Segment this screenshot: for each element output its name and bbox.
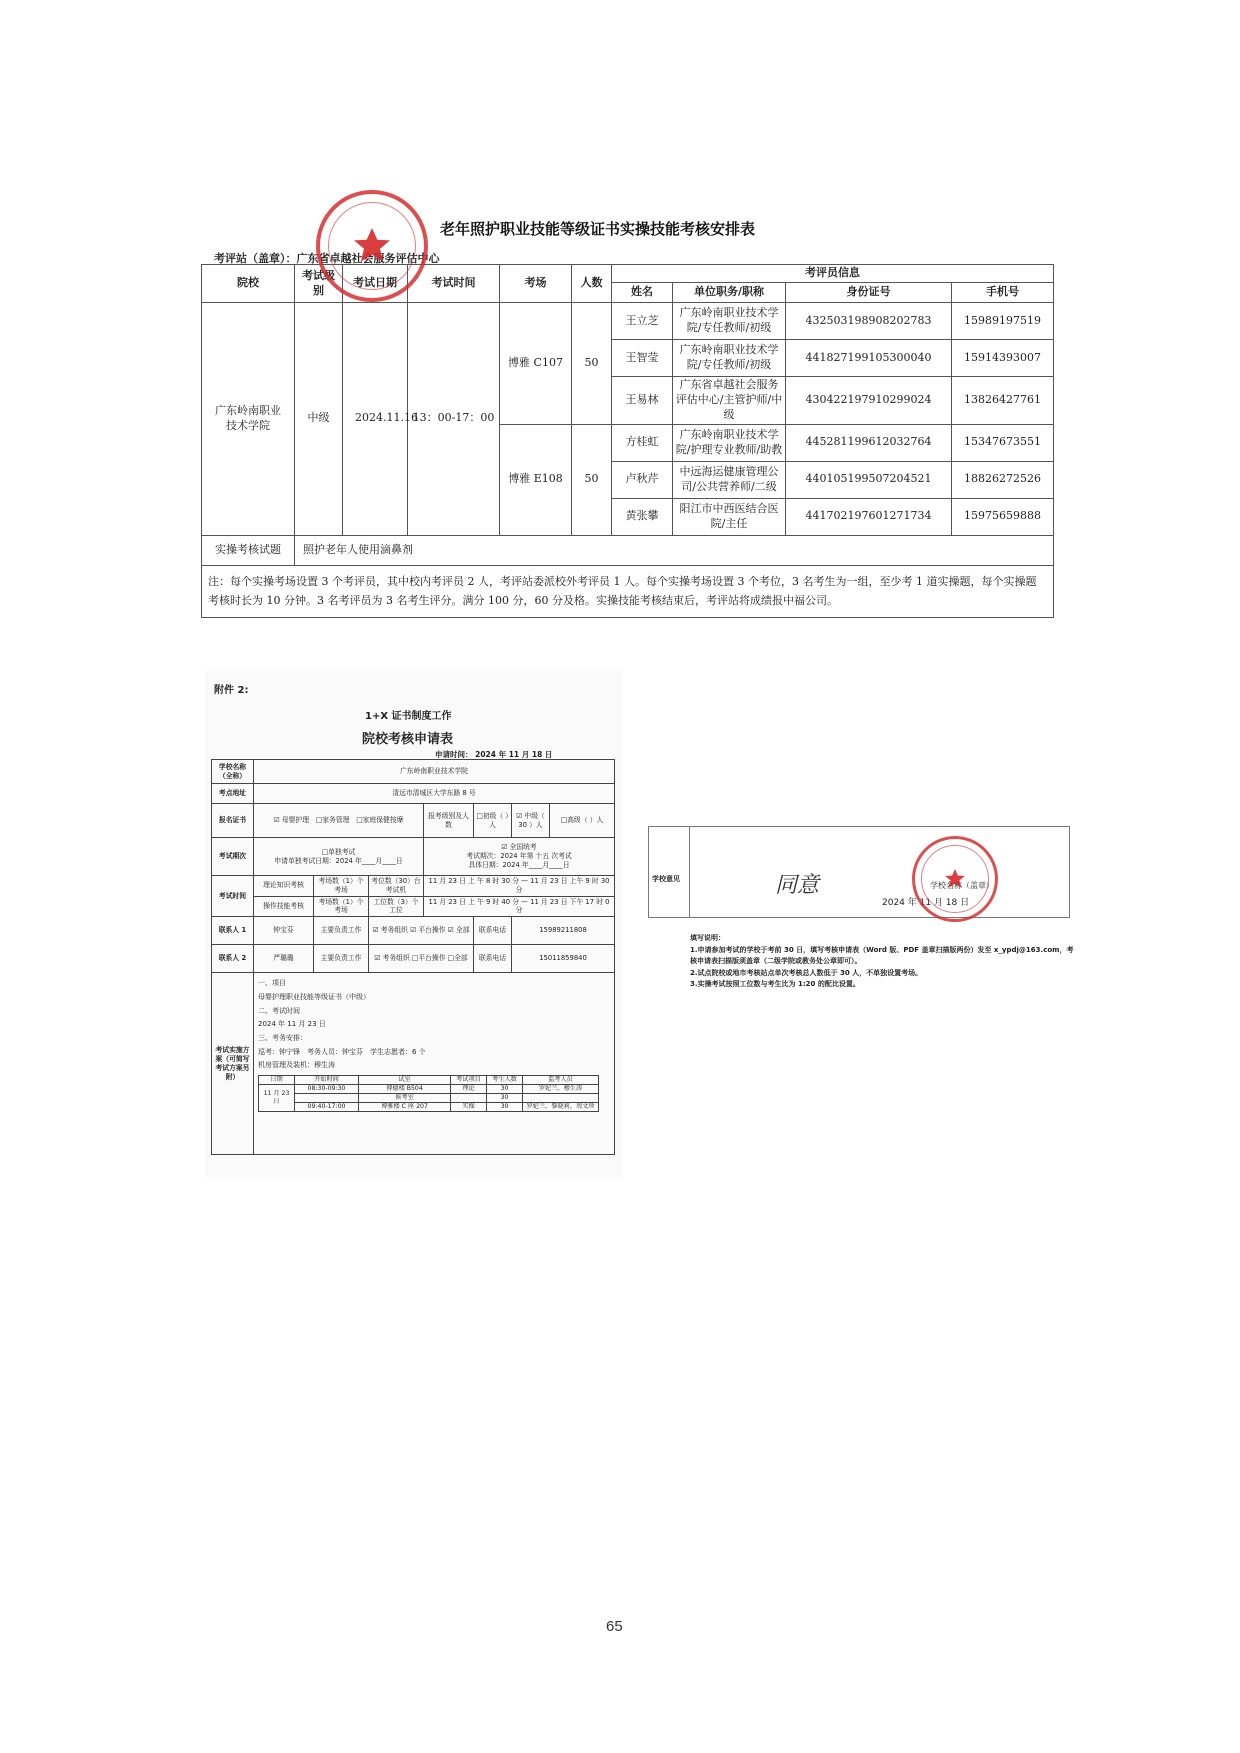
contact2-phone-label: 联系电话 (474, 945, 512, 973)
sched-date: 11 月 23 日 (259, 1084, 295, 1111)
sched-time: 08:30-09:30 (295, 1084, 359, 1093)
contact1-name: 钟宝芬 (254, 917, 314, 945)
attachment-label: 附件 2: (214, 685, 249, 696)
theory-rooms: 考场数（1）个考场 (314, 876, 369, 897)
cert-label: 报名证书 (212, 804, 254, 838)
sched-header: 开始时间 (295, 1075, 359, 1084)
exam-station-seal (316, 190, 428, 302)
examiner-unit: 中远海运健康管理公司/公共营养师/二级 (673, 461, 786, 498)
examiner-id: 445281199612032764 (786, 424, 952, 461)
cell-room: 博雅 C107 (500, 303, 572, 425)
cell-count: 50 (572, 303, 612, 425)
header-date: 考试日期 (343, 265, 408, 303)
sched-header: 试室 (359, 1075, 451, 1084)
cell-time: 13：00-17：00 (408, 303, 500, 536)
cell-school: 广东岭南职业技术学院 (202, 303, 295, 536)
examiner-phone: 15914393007 (952, 340, 1054, 377)
note-item: 1.申请参加考试的学校于考前 30 日，填写考核申请表（Word 版、PDF 盖章扫描版两份）发至 x_ypdj@163.com，考核申请表扫描版须盖章（二级学院或教务处公章即可）。 (690, 945, 1074, 966)
examiner-name: 方桂虹 (612, 424, 673, 461)
form-subtitle: 1+X 证书制度工作 (365, 711, 452, 722)
application-table (211, 759, 615, 1155)
sched-time: 09:40-17:00 (295, 1102, 359, 1111)
practice-label: 操作技能考核 (254, 896, 314, 917)
time-label: 考试时间 (212, 876, 254, 917)
sched-header: 日期 (259, 1075, 295, 1084)
examiner-unit: 阳江市中西医结合医院/主任 (673, 498, 786, 535)
level-label: 报考级别及人数 (424, 804, 474, 838)
site-address-label: 考点地址 (212, 784, 254, 804)
exam-topic-label: 实操考核试题 (202, 535, 295, 565)
school-opinion-label: 学校意见 (652, 875, 680, 883)
header-room: 考场 (500, 265, 572, 303)
examiner-phone: 13826427761 (952, 377, 1054, 425)
plan-line: 三、考务安排： (258, 1033, 307, 1042)
sched-staff (523, 1093, 599, 1102)
sched-staff: 罗妃兰、黎晓莉、周文珍 (523, 1102, 599, 1111)
plan-line: 母婴护理职业技能等级证书（中级） (258, 992, 370, 1001)
contact2-name: 严璐璐 (254, 945, 314, 973)
school-exam-seal (912, 836, 998, 922)
school-seal-label: 学校名称（盖章） (930, 881, 994, 890)
header-school: 院校 (202, 265, 295, 303)
contact2-phone: 15011859840 (512, 945, 615, 973)
contact1-phone: 15989211808 (512, 917, 615, 945)
examiner-unit: 广东岭南职业技术学院/专任教师/初级 (673, 340, 786, 377)
contact2-label: 联系人 2 (212, 945, 254, 973)
theory-time: 11 月 23 日 上 午 8 时 30 分 — 11 月 23 日 上午 9 时 30 分 (424, 876, 615, 897)
header-phone: 手机号 (952, 283, 1054, 303)
sched-item (451, 1093, 487, 1102)
cell-level: 中级 (295, 303, 343, 536)
examiner-id: 432503198908202783 (786, 303, 952, 340)
fill-instructions (690, 933, 1080, 991)
sched-header: 考试项目 (451, 1075, 487, 1084)
examiner-id: 430422197910299024 (786, 377, 952, 425)
contact1-duty: ☑ 考务组织 ☑ 平台操作 ☑ 全部 (369, 917, 474, 945)
practice-rooms: 考场数（1）个考场 (314, 896, 369, 917)
header-id: 身份证号 (786, 283, 952, 303)
cert-options: ☑ 母婴护理 □家务管理 □家庭保健按摩 (254, 804, 424, 838)
sched-room: 候考室 (359, 1093, 451, 1102)
schedule-title: 老年照护职业技能等级证书实操技能考核安排表 (440, 220, 756, 238)
practice-seats: 工位数（3）个工位 (369, 896, 424, 917)
form-title: 院校考核申请表 (362, 732, 454, 747)
sched-count: 30 (487, 1084, 523, 1093)
examiner-name: 黄张攀 (612, 498, 673, 535)
header-time: 考试时间 (408, 265, 500, 303)
level-senior: □高级（ ）人 (550, 804, 615, 838)
period-label: 考试期次 (212, 838, 254, 876)
examiner-name: 卢秋芹 (612, 461, 673, 498)
theory-label: 理论知识考核 (254, 876, 314, 897)
sched-header: 监考人员 (523, 1075, 599, 1084)
period-national: ☑ 全国统考 考试期次：2024 年第 十五 次考试 具体日期：2024 年____月____日 (424, 838, 615, 876)
examiner-name: 王易林 (612, 377, 673, 425)
plan-line: 二、考试时间 (258, 1006, 300, 1015)
examiner-id: 441827199105300040 (786, 340, 952, 377)
opinion-divider (689, 826, 690, 917)
exam-plan (254, 973, 615, 1155)
examiner-phone: 15989197519 (952, 303, 1054, 340)
notes-title: 填写说明： (690, 934, 725, 942)
header-level: 考试级别 (295, 265, 343, 303)
header-count: 人数 (572, 265, 612, 303)
school-name-label: 学校名称（全称） (212, 760, 254, 784)
contact2-role: 主要负责工作 (314, 945, 369, 973)
examiner-unit: 广东省卓越社会服务评估中心/主管护师/中级 (673, 377, 786, 425)
sched-time (295, 1093, 359, 1102)
exam-schedule-table (201, 264, 1054, 618)
examiner-id: 440105199507204521 (786, 461, 952, 498)
sched-header: 考生人数 (487, 1075, 523, 1084)
contact1-role: 主要负责工作 (314, 917, 369, 945)
examiner-phone: 18826272526 (952, 461, 1054, 498)
level-mid: ☑ 中级（ 30 ）人 (512, 804, 550, 838)
examiner-name: 王立芝 (612, 303, 673, 340)
sched-room: 博德楼 B504 (359, 1084, 451, 1093)
site-address: 清远市清城区大学东路 8 号 (254, 784, 615, 804)
cell-room: 博雅 E108 (500, 424, 572, 535)
plan-line: 巡考：钟宁锋 考务人员：钟宝芬 学生志愿者：6 个 (258, 1047, 426, 1056)
note-item: 2.试点院校或地市考核站点单次考核总人数低于 30 人，不单独设置考场。 (690, 968, 923, 977)
schedule-subtable (258, 1075, 599, 1112)
school-opinion-box (648, 826, 1070, 918)
theory-seats: 考位数（30）台考试机 (369, 876, 424, 897)
school-name: 广东岭南职业技术学院 (254, 760, 615, 784)
exam-topic: 照护老年人使用滴鼻剂 (295, 535, 1054, 565)
plan-line: 一、项目 (258, 979, 286, 988)
examiner-unit: 广东岭南职业技术学院/专任教师/初级 (673, 303, 786, 340)
practice-time: 11 月 23 日 上 午 9 时 40 分 — 11 月 23 日 下午 17 时 0 分 (424, 896, 615, 917)
contact1-label: 联系人 1 (212, 917, 254, 945)
apply-date: 申请时间： 2024 年 11 月 18 日 (435, 750, 553, 759)
cell-date: 2024.11.16 (343, 303, 408, 536)
level-junior: □初级（ ）人 (474, 804, 512, 838)
plan-line: 2024 年 11 月 23 日 (258, 1020, 326, 1029)
exam-station-label: 考评站（盖章）：广东省卓越社会服务评估中心 (214, 252, 440, 265)
page-number: 65 (606, 1618, 623, 1635)
period-single: □单独考试 申请单独考试日期：2024 年____月____日 (254, 838, 424, 876)
sched-staff: 罗妃兰、穆生涛 (523, 1084, 599, 1093)
sched-item: 理论 (451, 1084, 487, 1093)
sched-count: 30 (487, 1102, 523, 1111)
approval-date: 2024 年 11 月 18 日 (882, 898, 970, 908)
sched-count: 30 (487, 1093, 523, 1102)
examiner-phone: 15975659888 (952, 498, 1054, 535)
header-unit: 单位职务/职称 (673, 283, 786, 303)
plan-label: 考试实施方案（可简写考试方案另附） (212, 973, 254, 1155)
cell-count: 50 (572, 424, 612, 535)
examiner-name: 王智莹 (612, 340, 673, 377)
header-name: 姓名 (612, 283, 673, 303)
schedule-note: 注：每个实操考场设置 3 个考评员，其中校内考评员 2 人，考评站委派校外考评员 1 人。每个实操考场设置 3 个考位，3 名考生为一组，至少考 1 道实操题，每个实操题考核时长为 10 分钟。3 名考评员为 3 名考生评分。满分 100 分，60 分及格。实操技能考核结束后，考评站将成绩报中福公司。 (202, 565, 1054, 617)
sched-item: 实操 (451, 1102, 487, 1111)
plan-line: 机房管理及装机：穆生涛 (258, 1061, 335, 1070)
examiner-phone: 15347673551 (952, 424, 1054, 461)
header-examiner-info: 考评员信息 (612, 265, 1054, 283)
examiner-id: 441702197601271734 (786, 498, 952, 535)
approval-signature: 同意 (775, 873, 820, 898)
contact1-phone-label: 联系电话 (474, 917, 512, 945)
note-item: 3.实操考试按照工位数与考生比为 1:20 的配比设置。 (690, 980, 860, 989)
examiner-unit: 广东岭南职业技术学院/护理专业教师/助教 (673, 424, 786, 461)
contact2-duty: ☑ 考务组织 □平台操作 □全部 (369, 945, 474, 973)
sched-room: 博雅楼 C 座 207 (359, 1102, 451, 1111)
